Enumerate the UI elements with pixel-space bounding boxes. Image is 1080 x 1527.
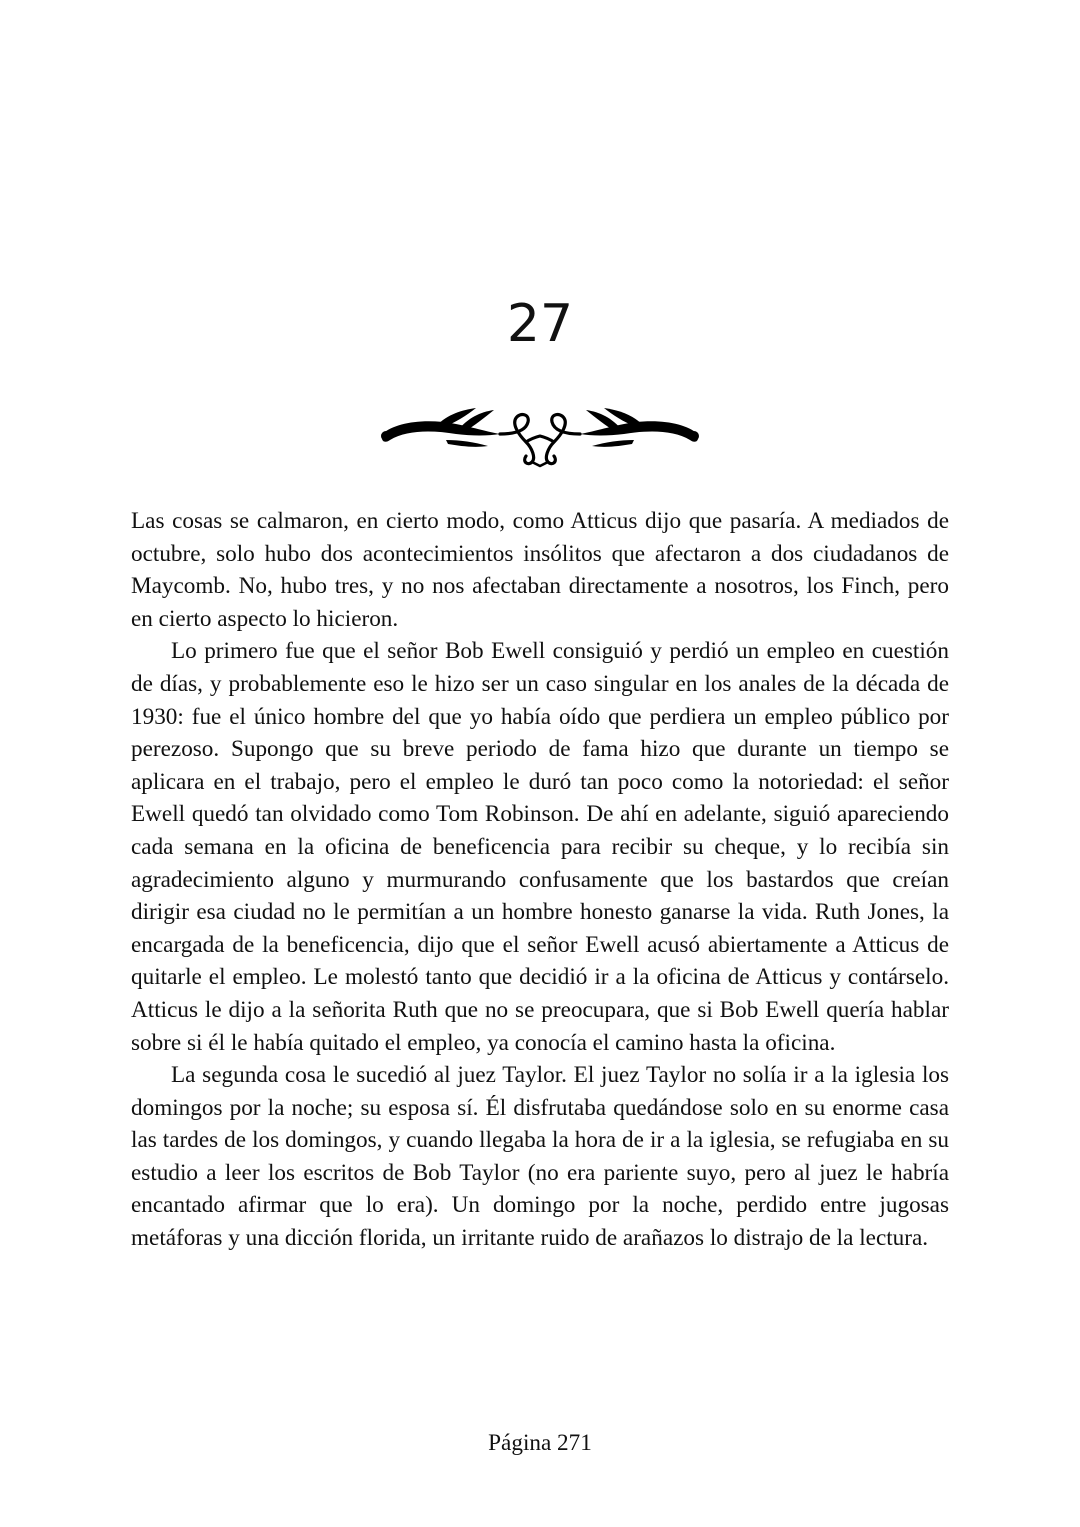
page-number: Página 271 <box>488 1430 592 1456</box>
chapter-body <box>131 505 949 1255</box>
paragraph: Las cosas se calmaron, en cierto modo, como Atticus dijo que pasaría. A mediados de octubre, solo hubo dos acontecimientos insólitos que afectaron a dos ciudadanos de Maycomb. No, hubo tres, y no nos afectaban directamente a nosotros, los Finch, pero en cierto aspecto lo hicieron. <box>131 508 949 632</box>
chapter-number: 27 <box>506 294 574 354</box>
flourish-divider-icon <box>376 396 704 468</box>
paragraph: La segunda cosa le sucedió al juez Taylor. El juez Taylor no solía ir a la iglesia los domingos por la noche; su esposa sí. Él disfrutaba quedándose solo en su enorme casa las tardes de los domingos, y cuando llegaba la hora de ir a la iglesia, se refugiaba en su estudio a leer los escritos de Bob Taylor (no era pariente suyo, pero al juez le habría encantado afirmar que lo era). Un domingo por la noche, perdido entre jugosas metáforas y una dicción florida, un irritante ruido de arañazos lo distrajo de la lectura. <box>131 1062 949 1252</box>
paragraph: Lo primero fue que el señor Bob Ewell consiguió y perdió un empleo en cuestión de días, y probablemente eso le hizo ser un caso singular en los anales de la década de 1930: fue el único hombre del que yo había oído que perdiera un empleo público por perezoso. Supongo que su breve periodo de fama hizo que durante un tiempo se aplicara en el trabajo, pero el empleo le duró tan poco como la notoriedad: el señor Ewell quedó tan olvidado como Tom Robinson. De ahí en adelante, siguió apareciendo cada semana en la oficina de beneficencia para recibir su cheque, y lo recibía sin agradecimiento alguno y murmurando confusamente que los bastardos que creían dirigir esa ciudad no le permitían a un hombre honesto ganarse la vida. Ruth Jones, la encargada de la beneficencia, dijo que el señor Ewell acusó abiertamente a Atticus de quitarle el empleo. Le molestó tanto que decidió ir a la oficina de Atticus y contárselo. Atticus le dijo a la señorita Ruth que no se preocupara, que si Bob Ewell quería hablar sobre si él le había quitado el empleo, ya conocía el camino hasta la oficina. <box>131 638 949 1056</box>
